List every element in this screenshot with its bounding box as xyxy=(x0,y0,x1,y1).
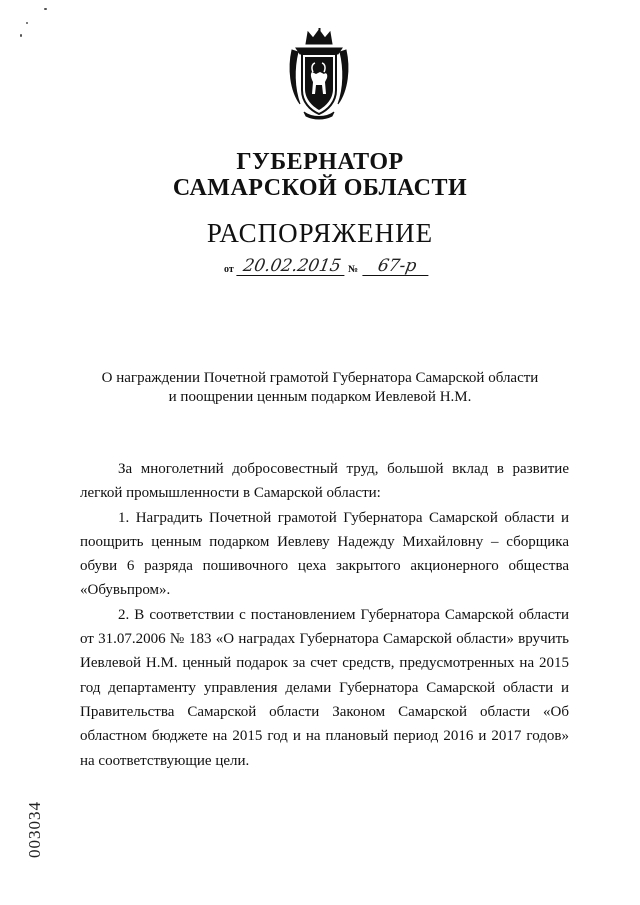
date-number-line xyxy=(224,254,444,282)
order-subject xyxy=(60,369,580,407)
subject-line: О награждении Почетной грамотой Губернатора Самарской области xyxy=(101,370,539,386)
number-prefix: № xyxy=(348,264,359,275)
scan-speck xyxy=(20,34,22,37)
body-paragraph: 1. Наградить Почетной грамотой Губернатора Самарской области и поощрить ценным подарком Иевлеву Надежду Михайловну – сборщика обуви 6 разряда пошивочного цеха закрытого акционерного общества «Обувьпром». xyxy=(80,509,569,599)
order-body xyxy=(80,457,569,773)
document-type-title: РАСПОРЯЖЕНИЕ xyxy=(206,218,434,248)
samara-coat-of-arms-icon xyxy=(286,28,352,120)
handwritten-number: 67-р xyxy=(362,257,431,276)
scan-speck xyxy=(26,22,28,24)
body-paragraph: За многолетний добросовестный труд, большой вклад в развитие легкой промышленности в Самарской области: xyxy=(80,461,569,502)
handwritten-date: 20.02.2015 xyxy=(236,257,347,276)
date-prefix: от xyxy=(224,264,234,275)
subject-line: и поощрении ценным подарком Иевлевой Н.М. xyxy=(168,389,472,405)
margin-registration-number: 003034 xyxy=(25,801,44,858)
governor-title: ГУБЕРНАТОР xyxy=(236,149,404,175)
region-title: САМАРСКОЙ ОБЛАСТИ xyxy=(172,175,468,201)
scan-speck xyxy=(44,8,47,10)
body-paragraph: 2. В соответствии с постановлением Губернатора Самарской области от 31.07.2006 № 183 «О наградах Губернатора Самарской области» вручить Иевлевой Н.М. ценный подарок за счет средств, предусмотренных на 2015 год департаменту управления делами Губернатора Самарской области и Правительства Самарской области Законом Самарской области «Об областном бюджете на 2015 год и на плановый период 2016 и 2017 годов» на соответствующие цели. xyxy=(80,606,569,769)
